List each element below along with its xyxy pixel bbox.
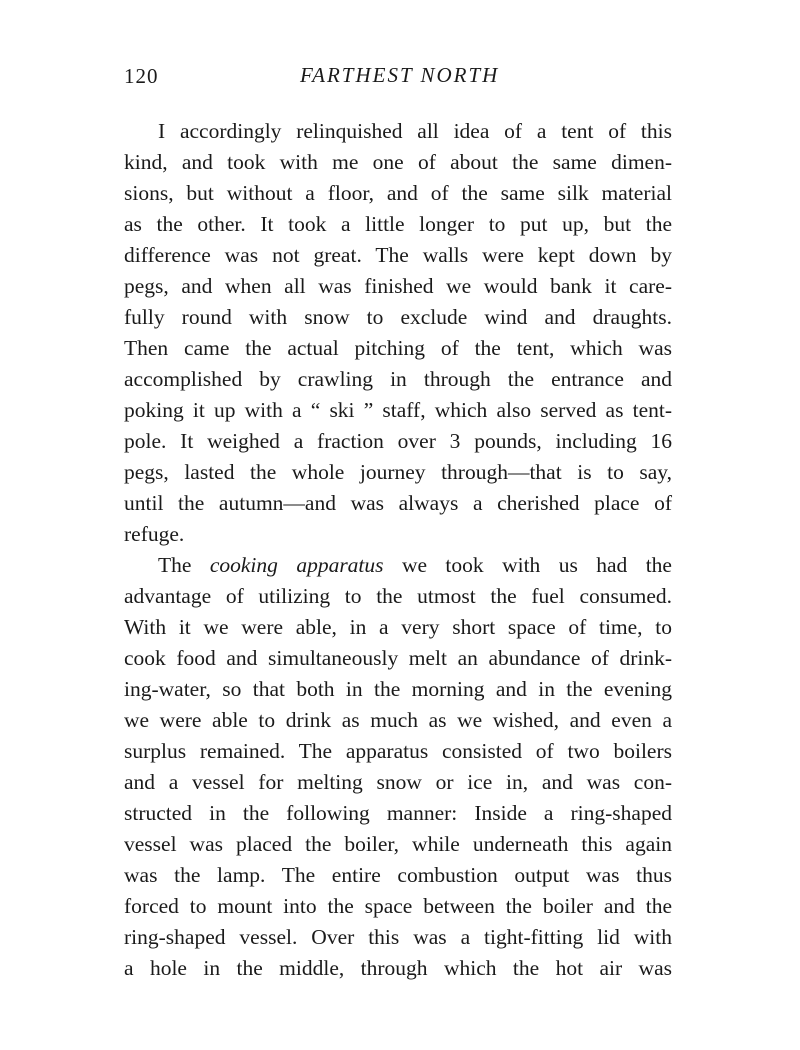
text-line: we were able to drink as much as we wished, and even a: [124, 708, 672, 732]
paragraph-2: [124, 550, 672, 984]
text-span: we took with us had the: [383, 553, 672, 577]
text-line: With it we were able, in a very short space of time, to: [124, 615, 672, 639]
text-line: ring-shaped vessel. Over this was a tight-fitting lid with: [124, 925, 672, 949]
text-line: as the other. It took a little longer to put up, but the: [124, 212, 672, 236]
paragraph-1: [124, 116, 672, 550]
text-line: poking it up with a “ ski ” staff, which also served as tent-: [124, 398, 672, 422]
page-number: 120: [124, 64, 159, 88]
text-line: pegs, and when all was finished we would bank it care-: [124, 274, 672, 298]
text-line: I accordingly relinquished all idea of a tent of this: [158, 119, 672, 143]
text-line: pole. It weighed a fraction over 3 pounds, including 16: [124, 429, 672, 453]
italic-term: cooking apparatus: [209, 553, 384, 577]
text-line: Then came the actual pitching of the tent, which was: [124, 336, 672, 360]
text-line: and a vessel for melting snow or ice in, and was con-: [124, 770, 672, 794]
text-line: a hole in the middle, through which the hot air was: [124, 956, 672, 980]
text-line: sions, but without a floor, and of the same silk material: [124, 181, 672, 205]
text-line: accomplished by crawling in through the entrance and: [124, 367, 672, 391]
text-line: advantage of utilizing to the utmost the fuel consumed.: [124, 584, 672, 608]
text-line: forced to mount into the space between the boiler and the: [124, 894, 672, 918]
text-line: refuge.: [124, 522, 185, 546]
text-line: [124, 550, 672, 581]
text-line: was the lamp. The entire combustion output was thus: [124, 863, 672, 887]
text-span: The: [158, 553, 210, 577]
text-line: vessel was placed the boiler, while underneath this again: [124, 832, 672, 856]
text-line: structed in the following manner: Inside a ring-shaped: [124, 801, 672, 825]
text-line: pegs, lasted the whole journey through—that is to say,: [124, 460, 672, 484]
body-text: [124, 116, 672, 984]
running-title: FARTHEST NORTH: [300, 63, 500, 87]
text-line: difference was not great. The walls were kept down by: [124, 243, 672, 267]
text-line: until the autumn—and was always a cherished place of: [124, 491, 672, 515]
text-line: ing-water, so that both in the morning and in the evening: [124, 677, 672, 701]
text-line: kind, and took with me one of about the same dimen-: [124, 150, 672, 174]
text-line: cook food and simultaneously melt an abundance of drink-: [124, 646, 672, 670]
text-line: surplus remained. The apparatus consisted of two boilers: [124, 739, 672, 763]
text-line: fully round with snow to exclude wind and draughts.: [124, 305, 672, 329]
